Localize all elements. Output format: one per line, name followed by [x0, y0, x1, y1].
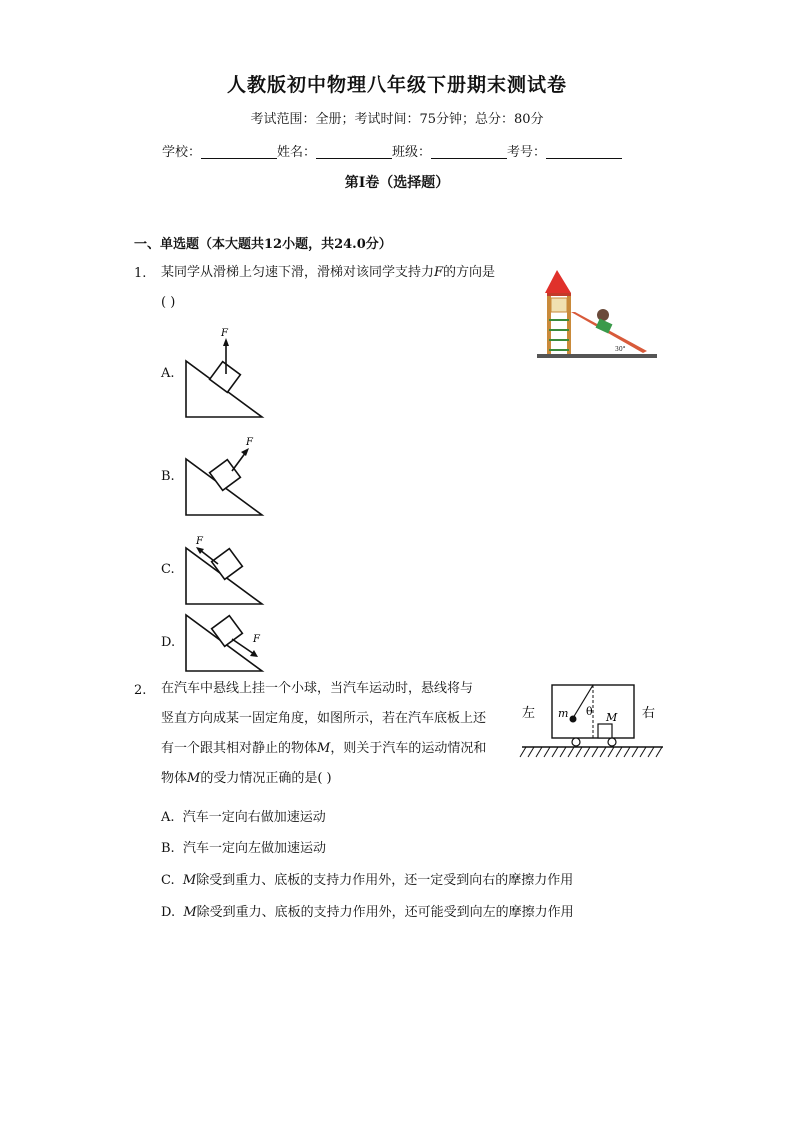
- slide-roof-base: [547, 293, 571, 296]
- q1-option-a-label[interactable]: A.: [161, 366, 175, 381]
- exam-title: 人教版初中物理八年级下册期末测试卷: [226, 74, 567, 96]
- force-arrow-c: [200, 550, 218, 564]
- slide-ladder: [549, 320, 569, 350]
- ball-label: m: [558, 707, 569, 720]
- q2-var-M-1: M: [317, 741, 331, 756]
- force-label-d: F: [253, 634, 260, 645]
- q2-option-c-text: 除受到重力、底板的支持力作用外，还一定受到向右的摩擦力作用: [196, 873, 574, 888]
- section-heading: 一、单选题（本大题共12小题，共24.0分）: [134, 237, 392, 252]
- q2-option-b-label: B.: [161, 841, 175, 856]
- slide-chute: [571, 312, 647, 353]
- child-icon: [597, 309, 609, 321]
- force-arrow-b: [232, 452, 246, 471]
- q1-option-c-diagram[interactable]: [180, 533, 270, 608]
- car-wheel-left: [572, 738, 580, 746]
- q2-text-line1: 在汽车中悬线上挂一个小球，当汽车运动时，悬线将与: [161, 681, 474, 696]
- force-label-a: F: [221, 328, 228, 339]
- q2-var-M-2: M: [187, 771, 201, 786]
- q2-option-a-text: 汽车一定向右做加速运动: [182, 810, 326, 825]
- q2-text: [161, 674, 521, 794]
- school-label: 学校：: [162, 145, 202, 160]
- block-b: [210, 460, 241, 491]
- car-wheel-right: [608, 738, 616, 746]
- part-title: 第I卷（选择题）: [344, 175, 450, 191]
- number-label: 考号：: [507, 145, 547, 160]
- block-d: [212, 616, 243, 647]
- block-c: [212, 549, 243, 580]
- block-label: M: [606, 711, 618, 724]
- arrowhead-a-icon: [223, 338, 229, 346]
- class-blank[interactable]: [431, 144, 507, 159]
- slide-post-left: [547, 296, 551, 356]
- q1-var-F: F: [434, 265, 444, 280]
- q1-option-b-diagram[interactable]: [180, 433, 270, 523]
- exam-scope: 考试范围：全册；考试时间：75分钟；总分：80分: [250, 112, 544, 127]
- q2-text-line2: 竖直方向成某一固定角度，如图所示，若在汽车底板上还: [161, 711, 487, 726]
- q2-line3-b: ，则关于汽车的运动情况和: [330, 741, 487, 756]
- q2-option-b[interactable]: [161, 837, 326, 856]
- pendulum-ball: [570, 716, 577, 723]
- q1-text: [161, 258, 531, 318]
- q1-text-line1: [161, 258, 531, 288]
- q2-option-d-text: 除受到重力、底板的支持力作用外，还可能受到向左的摩擦力作用: [196, 905, 574, 920]
- student-info-line: [162, 141, 622, 160]
- q1-option-b-label[interactable]: B.: [161, 469, 175, 484]
- slide-platform: [551, 298, 567, 312]
- car-left-label: 左: [522, 706, 536, 721]
- q2-text-line3: [161, 734, 521, 764]
- number-blank[interactable]: [546, 144, 622, 159]
- car-right-label: 右: [642, 706, 656, 721]
- angle-label: θ: [586, 705, 593, 718]
- block-a: [210, 362, 241, 393]
- q2-number: 2.: [134, 683, 147, 698]
- q2-option-d-var: M: [183, 905, 197, 920]
- arrowhead-b-icon: [241, 448, 249, 456]
- class-label: 班级：: [392, 145, 432, 160]
- school-blank[interactable]: [201, 144, 277, 159]
- q2-line4-a: 物体: [161, 771, 188, 786]
- slide-illustration: [535, 265, 660, 365]
- q2-option-a[interactable]: [161, 806, 326, 825]
- q2-option-c-label: C.: [161, 873, 175, 888]
- arrowhead-d-icon: [250, 650, 258, 657]
- q2-option-a-label: A.: [161, 810, 175, 825]
- q1-option-d-diagram[interactable]: [180, 610, 270, 675]
- q2-line4-b: 的受力情况正确的是( ): [200, 771, 332, 786]
- ground-hatching: [520, 747, 662, 757]
- q2-option-b-text: 汽车一定向左做加速运动: [182, 841, 326, 856]
- q1-text-line2: ( ): [161, 295, 176, 310]
- name-label: 姓名：: [277, 145, 317, 160]
- slide-angle-label: 30°: [615, 346, 626, 353]
- q2-text-line4: [161, 764, 521, 794]
- q2-option-c-var: M: [182, 873, 197, 888]
- q2-line3-a: 有一个跟其相对静止的物体: [161, 741, 318, 756]
- q1-option-a-diagram[interactable]: [180, 323, 270, 423]
- q1-option-d-label[interactable]: D.: [161, 635, 176, 650]
- q1-text-b: 的方向是: [443, 265, 496, 280]
- q1-option-c-label[interactable]: C.: [161, 562, 175, 577]
- force-label-c: F: [196, 536, 203, 547]
- q1-number: 1.: [134, 266, 147, 281]
- slide-ground: [537, 354, 657, 358]
- q1-text-a: 某同学从滑梯上匀速下滑，滑梯对该同学支持力: [161, 265, 435, 280]
- q2-option-d[interactable]: [161, 901, 574, 920]
- block-M: [598, 724, 612, 738]
- q2-option-d-label: D.: [161, 905, 176, 920]
- slide-roof-icon: [545, 270, 571, 293]
- q2-option-c[interactable]: [161, 869, 573, 888]
- slide-post-right: [567, 296, 571, 356]
- name-blank[interactable]: [316, 144, 392, 159]
- car-figure: [518, 680, 668, 762]
- force-label-b: F: [246, 437, 253, 448]
